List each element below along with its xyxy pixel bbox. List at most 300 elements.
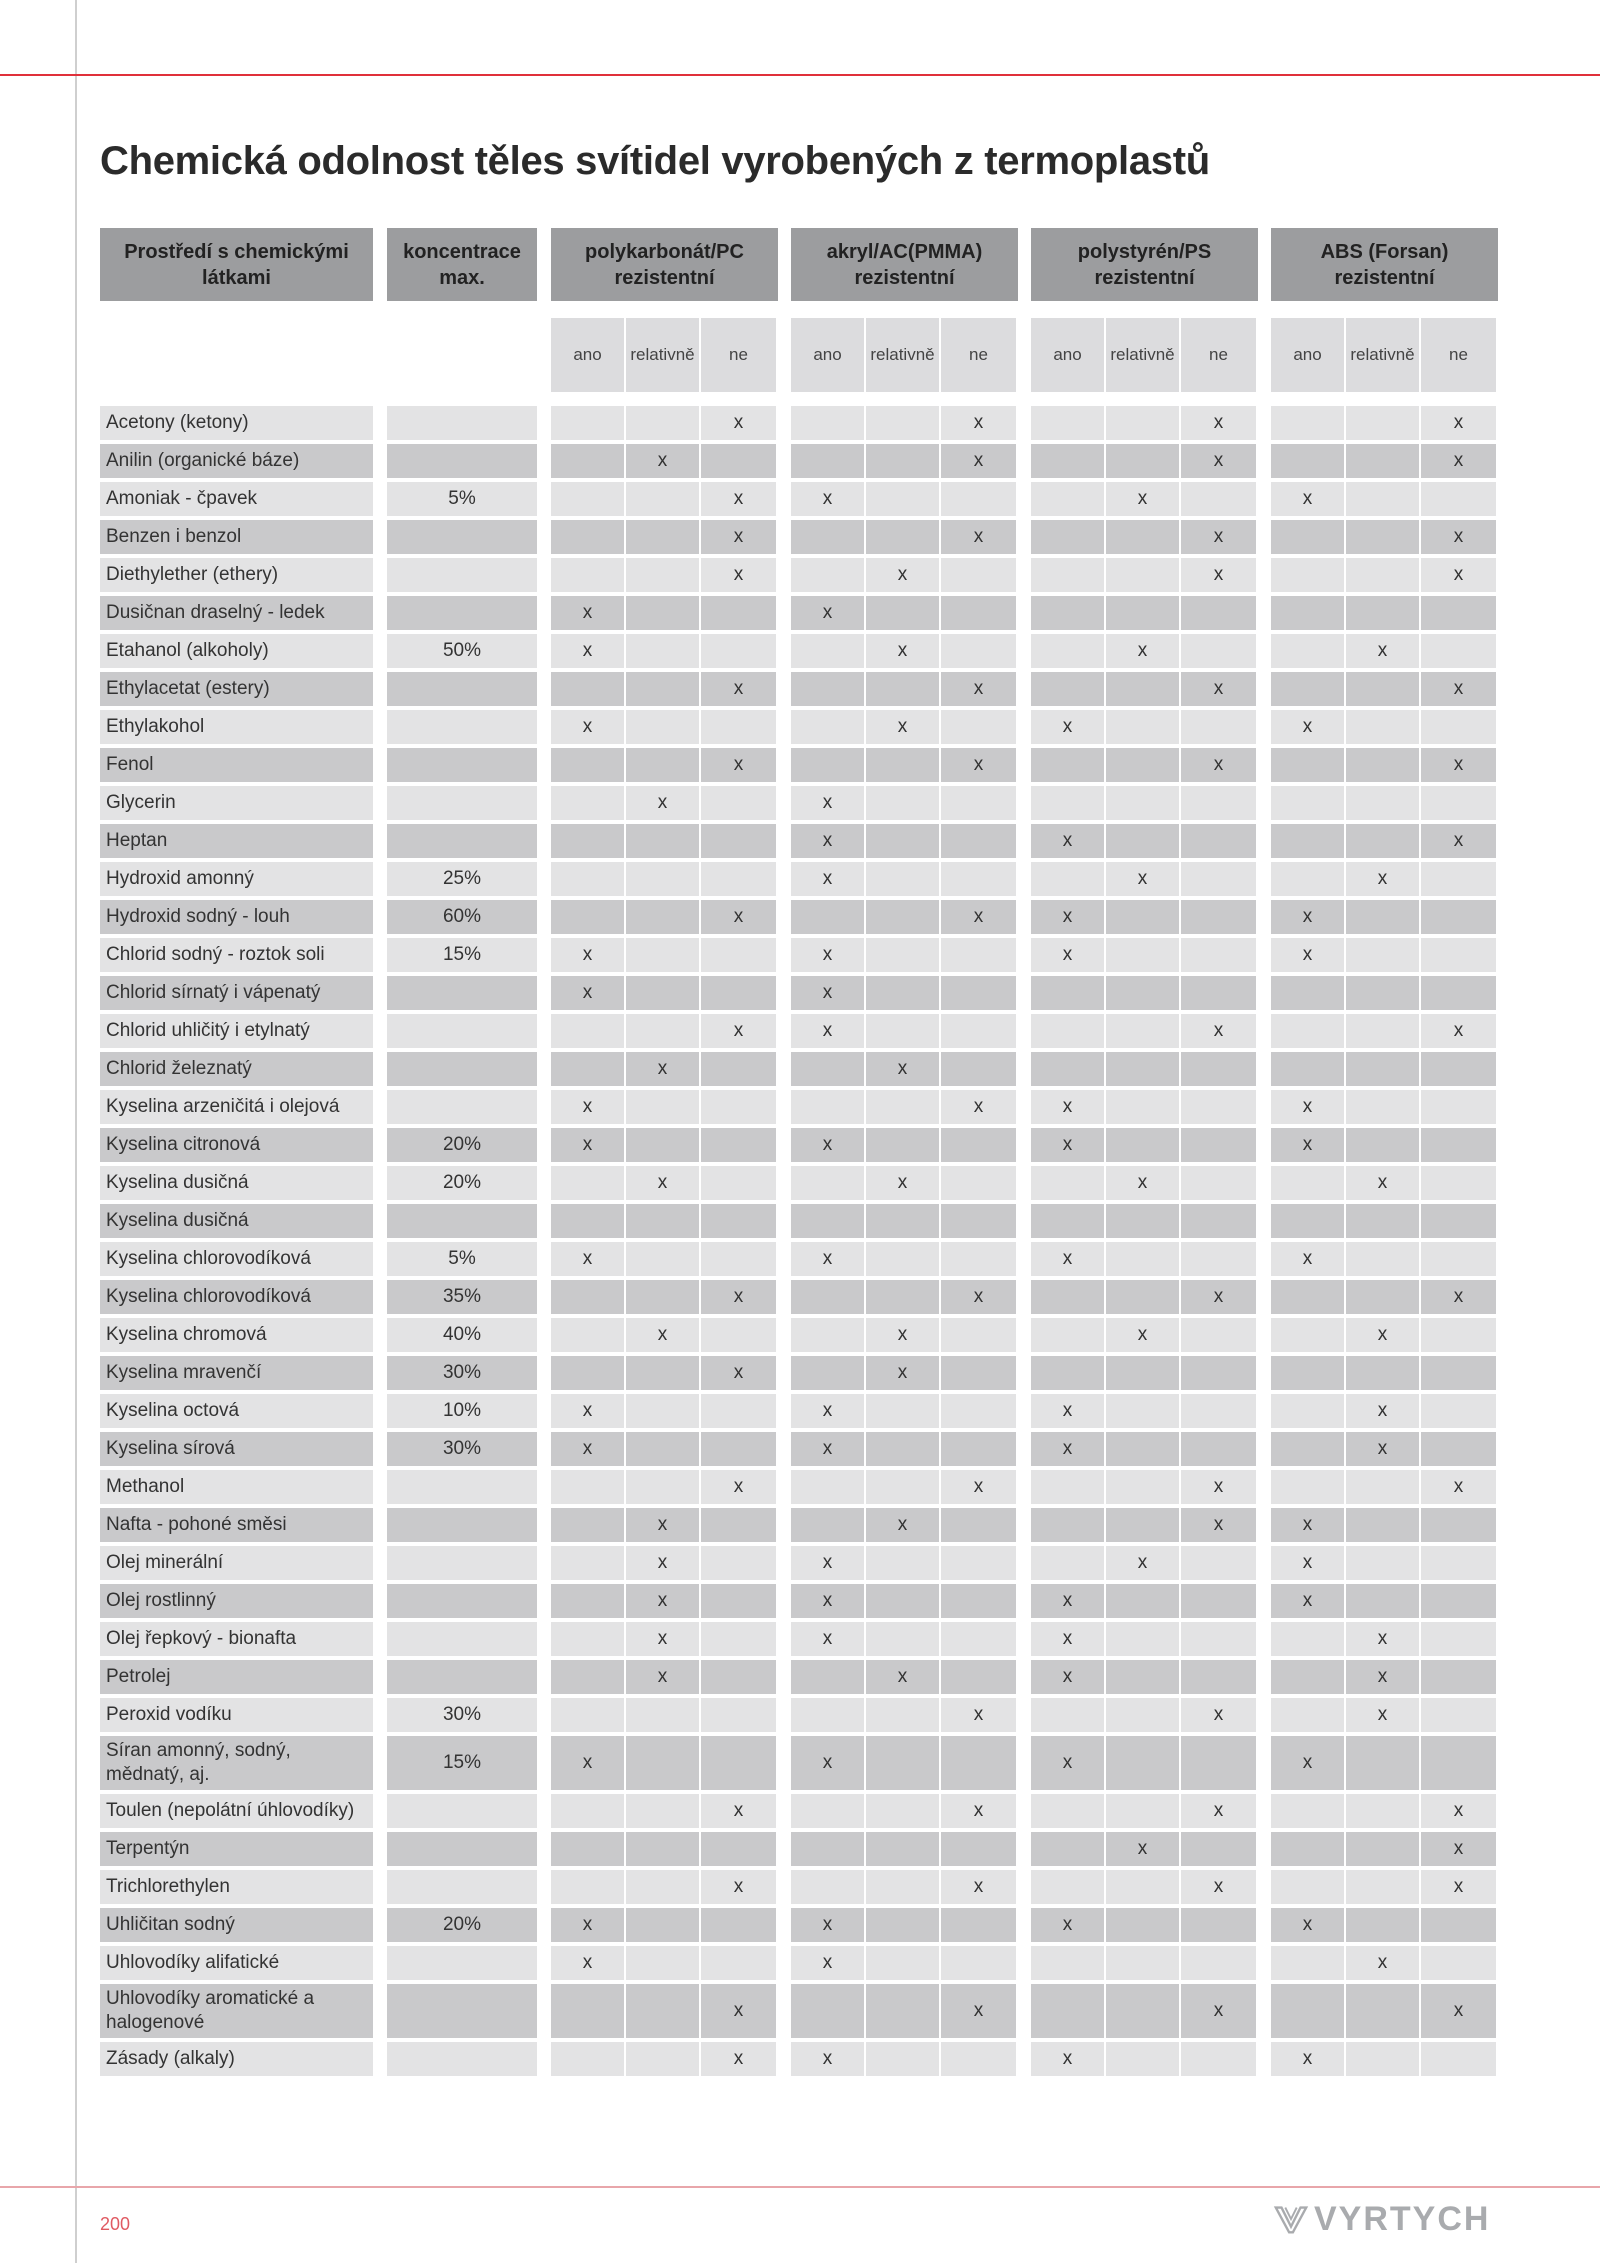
resistance-mark	[1271, 976, 1344, 1010]
substance-name: Uhlovodíky alifatické	[100, 1946, 373, 1980]
substance-name: Trichlorethylen	[100, 1870, 373, 1904]
brand-logo	[1272, 2196, 1502, 2242]
concentration-value	[387, 1014, 537, 1048]
resistance-mark: x	[791, 1546, 864, 1580]
substance-name: Uhlovodíky aromatické a halogenové	[100, 1984, 373, 2038]
resistance-mark	[551, 1280, 624, 1314]
resistance-mark	[1346, 406, 1419, 440]
substance-name: Uhličitan sodný	[100, 1908, 373, 1942]
resistance-mark: x	[551, 1242, 624, 1276]
resistance-mark: x	[791, 482, 864, 516]
resistance-mark: x	[701, 558, 776, 592]
substance-name: Etahanol (alkoholy)	[100, 634, 373, 668]
resistance-mark	[791, 1698, 864, 1732]
resistance-mark	[941, 1166, 1016, 1200]
resistance-mark	[941, 1052, 1016, 1086]
resistance-mark	[1031, 1508, 1104, 1542]
resistance-mark	[1346, 1356, 1419, 1390]
resistance-mark	[941, 710, 1016, 744]
resistance-mark	[1271, 748, 1344, 782]
table-row	[0, 1432, 1600, 1466]
table-row	[0, 1128, 1600, 1162]
resistance-mark	[1346, 1052, 1419, 1086]
resistance-mark	[701, 1832, 776, 1866]
resistance-mark	[1181, 596, 1256, 630]
resistance-mark	[701, 862, 776, 896]
substance-name: Nafta - pohoné směsi	[100, 1508, 373, 1542]
resistance-mark: x	[941, 520, 1016, 554]
resistance-mark: x	[626, 1546, 699, 1580]
resistance-mark	[866, 444, 939, 478]
resistance-mark	[866, 1832, 939, 1866]
resistance-mark	[551, 1584, 624, 1618]
concentration-value: 60%	[387, 900, 537, 934]
resistance-mark: x	[551, 976, 624, 1010]
resistance-mark	[1181, 482, 1256, 516]
resistance-mark	[1271, 1014, 1344, 1048]
resistance-mark: x	[791, 1736, 864, 1790]
resistance-mark	[1421, 1432, 1496, 1466]
resistance-mark	[1106, 1356, 1179, 1390]
substance-name: Hydroxid amonný	[100, 862, 373, 896]
resistance-mark	[1421, 1318, 1496, 1352]
substance-name: Kyselina chromová	[100, 1318, 373, 1352]
resistance-mark	[866, 1870, 939, 1904]
resistance-mark	[1031, 634, 1104, 668]
resistance-mark	[551, 900, 624, 934]
substance-name: Peroxid vodíku	[100, 1698, 373, 1732]
concentration-value	[387, 710, 537, 744]
table-row	[0, 786, 1600, 820]
resistance-mark	[941, 938, 1016, 972]
substance-name: Olej rostlinný	[100, 1584, 373, 1618]
resistance-mark	[791, 406, 864, 440]
resistance-mark	[626, 406, 699, 440]
resistance-mark: x	[1031, 824, 1104, 858]
table-row	[0, 520, 1600, 554]
resistance-mark: x	[1271, 2042, 1344, 2076]
concentration-value	[387, 520, 537, 554]
resistance-mark: x	[1106, 1832, 1179, 1866]
concentration-value	[387, 976, 537, 1010]
resistance-mark: x	[791, 862, 864, 896]
resistance-mark	[1106, 1470, 1179, 1504]
resistance-mark: x	[1346, 1394, 1419, 1428]
resistance-mark	[866, 2042, 939, 2076]
resistance-mark	[866, 1946, 939, 1980]
resistance-mark	[1181, 1052, 1256, 1086]
concentration-value	[387, 1470, 537, 1504]
resistance-mark	[1421, 1204, 1496, 1238]
substance-name: Toulen (nepolátní úhlovodíky)	[100, 1794, 373, 1828]
resistance-mark	[1181, 1432, 1256, 1466]
substance-name: Hydroxid sodný - louh	[100, 900, 373, 934]
resistance-mark: x	[1031, 1090, 1104, 1124]
resistance-mark	[1181, 1166, 1256, 1200]
resistance-mark	[1106, 1622, 1179, 1656]
logo-mark-icon	[1272, 2200, 1310, 2238]
resistance-mark	[1181, 1242, 1256, 1276]
resistance-mark	[941, 1660, 1016, 1694]
resistance-mark	[1271, 1832, 1344, 1866]
resistance-mark: x	[551, 596, 624, 630]
resistance-mark	[1421, 1736, 1496, 1790]
resistance-mark: x	[866, 710, 939, 744]
resistance-mark: x	[941, 1280, 1016, 1314]
resistance-mark	[1181, 1832, 1256, 1866]
resistance-mark	[1421, 862, 1496, 896]
resistance-mark	[1106, 1794, 1179, 1828]
resistance-mark	[551, 786, 624, 820]
resistance-mark: x	[1031, 1128, 1104, 1162]
resistance-mark: x	[791, 1622, 864, 1656]
resistance-mark	[1106, 748, 1179, 782]
resistance-mark: x	[1031, 710, 1104, 744]
resistance-mark	[791, 1470, 864, 1504]
resistance-mark	[1181, 976, 1256, 1010]
substance-name: Amoniak - čpavek	[100, 482, 373, 516]
resistance-mark	[1346, 900, 1419, 934]
resistance-mark	[1106, 976, 1179, 1010]
resistance-mark	[1346, 1204, 1419, 1238]
resistance-mark	[551, 444, 624, 478]
substance-name: Dusičnan draselný - ledek	[100, 596, 373, 630]
resistance-mark: x	[1181, 1698, 1256, 1732]
resistance-mark	[1106, 1014, 1179, 1048]
substance-name: Fenol	[100, 748, 373, 782]
resistance-mark	[866, 1394, 939, 1428]
header-concentration: koncentrace max.	[387, 228, 537, 301]
resistance-mark	[1271, 1318, 1344, 1352]
resistance-mark: x	[1031, 1622, 1104, 1656]
resistance-mark: x	[1421, 1014, 1496, 1048]
resistance-mark: x	[1181, 444, 1256, 478]
resistance-mark	[626, 1090, 699, 1124]
resistance-mark	[701, 1242, 776, 1276]
resistance-mark: x	[551, 1394, 624, 1428]
substance-name: Kyselina chlorovodíková	[100, 1280, 373, 1314]
resistance-mark: x	[1031, 1432, 1104, 1466]
resistance-mark	[551, 1622, 624, 1656]
resistance-mark	[866, 1736, 939, 1790]
resistance-mark	[701, 1698, 776, 1732]
resistance-mark	[866, 1090, 939, 1124]
substance-name: Diethylether (ethery)	[100, 558, 373, 592]
resistance-mark: x	[1031, 1242, 1104, 1276]
resistance-mark	[941, 1508, 1016, 1542]
resistance-mark: x	[941, 1870, 1016, 1904]
resistance-mark	[1181, 710, 1256, 744]
concentration-value: 20%	[387, 1908, 537, 1942]
resistance-mark: x	[701, 1280, 776, 1314]
resistance-mark	[701, 1908, 776, 1942]
resistance-mark	[1346, 1280, 1419, 1314]
resistance-mark	[1421, 634, 1496, 668]
concentration-value	[387, 1584, 537, 1618]
resistance-mark	[626, 1984, 699, 2038]
resistance-mark	[1346, 1508, 1419, 1542]
resistance-mark: x	[701, 900, 776, 934]
resistance-mark: x	[701, 672, 776, 706]
concentration-value: 10%	[387, 1394, 537, 1428]
resistance-mark: x	[941, 748, 1016, 782]
resistance-mark	[1031, 1204, 1104, 1238]
resistance-mark: x	[626, 444, 699, 478]
resistance-mark	[1346, 748, 1419, 782]
resistance-mark	[1271, 1052, 1344, 1086]
resistance-mark	[866, 1794, 939, 1828]
resistance-mark	[1421, 1128, 1496, 1162]
resistance-mark	[1421, 976, 1496, 1010]
substance-name: Síran amonný, sodný, mědnatý, aj.	[100, 1736, 373, 1790]
concentration-value: 35%	[387, 1280, 537, 1314]
resistance-mark	[1346, 558, 1419, 592]
resistance-mark: x	[791, 1946, 864, 1980]
resistance-mark	[941, 862, 1016, 896]
resistance-mark	[1106, 786, 1179, 820]
resistance-mark: x	[626, 786, 699, 820]
resistance-mark	[701, 596, 776, 630]
resistance-mark	[941, 1908, 1016, 1942]
resistance-mark	[551, 1356, 624, 1390]
resistance-mark	[626, 1736, 699, 1790]
header-material-ps: polystyrén/PS rezistentní	[1031, 228, 1258, 301]
table-row	[0, 748, 1600, 782]
resistance-mark	[626, 1014, 699, 1048]
resistance-mark	[791, 1870, 864, 1904]
resistance-mark	[551, 1698, 624, 1732]
resistance-mark	[1031, 1470, 1104, 1504]
resistance-mark	[1031, 1356, 1104, 1390]
resistance-mark	[551, 1660, 624, 1694]
resistance-mark	[866, 1280, 939, 1314]
concentration-value	[387, 786, 537, 820]
table-row	[0, 1090, 1600, 1124]
resistance-mark: x	[1031, 1908, 1104, 1942]
resistance-mark	[551, 558, 624, 592]
resistance-mark	[1346, 1546, 1419, 1580]
resistance-mark	[1181, 786, 1256, 820]
resistance-mark	[1346, 938, 1419, 972]
resistance-mark	[1031, 786, 1104, 820]
resistance-mark	[1031, 976, 1104, 1010]
resistance-mark	[941, 634, 1016, 668]
resistance-mark	[1106, 824, 1179, 858]
resistance-mark	[1181, 1736, 1256, 1790]
resistance-mark: x	[1271, 1242, 1344, 1276]
concentration-value: 5%	[387, 1242, 537, 1276]
resistance-mark	[1271, 862, 1344, 896]
resistance-mark: x	[791, 2042, 864, 2076]
resistance-mark: x	[701, 748, 776, 782]
table-row	[0, 558, 1600, 592]
resistance-mark	[1421, 1394, 1496, 1428]
resistance-mark	[791, 1280, 864, 1314]
resistance-mark	[1106, 596, 1179, 630]
resistance-mark	[1421, 482, 1496, 516]
resistance-mark: x	[1031, 1394, 1104, 1428]
resistance-mark	[1106, 520, 1179, 554]
resistance-mark	[1181, 938, 1256, 972]
resistance-mark	[1271, 444, 1344, 478]
resistance-mark	[1421, 1356, 1496, 1390]
resistance-mark	[551, 482, 624, 516]
resistance-mark: x	[1271, 1546, 1344, 1580]
table-row	[0, 976, 1600, 1010]
resistance-mark	[791, 558, 864, 592]
substance-name: Kyselina citronová	[100, 1128, 373, 1162]
resistance-mark	[626, 1946, 699, 1980]
concentration-value	[387, 1622, 537, 1656]
resistance-mark	[866, 482, 939, 516]
substance-name: Kyselina octová	[100, 1394, 373, 1428]
resistance-mark	[701, 1166, 776, 1200]
resistance-mark	[701, 1660, 776, 1694]
table-row	[0, 1014, 1600, 1048]
resistance-mark	[1421, 1546, 1496, 1580]
resistance-mark: x	[791, 1432, 864, 1466]
table-row	[0, 1698, 1600, 1732]
resistance-mark	[1181, 1128, 1256, 1162]
resistance-mark	[866, 1698, 939, 1732]
substance-name: Anilin (organické báze)	[100, 444, 373, 478]
resistance-mark	[1271, 406, 1344, 440]
resistance-mark: x	[1031, 1660, 1104, 1694]
resistance-mark	[791, 1660, 864, 1694]
resistance-mark	[551, 1508, 624, 1542]
resistance-mark	[626, 2042, 699, 2076]
substance-name: Chlorid železnatý	[100, 1052, 373, 1086]
concentration-value: 25%	[387, 862, 537, 896]
concentration-value	[387, 1090, 537, 1124]
resistance-mark	[1421, 1584, 1496, 1618]
resistance-mark	[1271, 1870, 1344, 1904]
resistance-mark	[626, 1394, 699, 1428]
resistance-mark: x	[1421, 1870, 1496, 1904]
resistance-mark	[941, 1394, 1016, 1428]
resistance-mark	[626, 1794, 699, 1828]
resistance-mark	[1106, 938, 1179, 972]
substance-name: Chlorid sírnatý i vápenatý	[100, 976, 373, 1010]
resistance-mark	[791, 1984, 864, 2038]
table-row	[0, 1984, 1600, 2038]
resistance-mark	[1181, 1660, 1256, 1694]
resistance-mark: x	[1421, 444, 1496, 478]
concentration-value	[387, 1984, 537, 2038]
table-row	[0, 444, 1600, 478]
resistance-mark	[626, 1242, 699, 1276]
resistance-mark	[626, 1470, 699, 1504]
resistance-mark	[551, 824, 624, 858]
resistance-mark	[1421, 1052, 1496, 1086]
resistance-mark	[626, 1356, 699, 1390]
table-row	[0, 1280, 1600, 1314]
resistance-mark	[791, 1794, 864, 1828]
resistance-mark	[1031, 862, 1104, 896]
logo-text: VYRTYCH	[1314, 2199, 1491, 2238]
resistance-mark	[1421, 1660, 1496, 1694]
table-row	[0, 938, 1600, 972]
resistance-mark: x	[1421, 1832, 1496, 1866]
resistance-mark: x	[626, 1166, 699, 1200]
resistance-mark	[941, 2042, 1016, 2076]
resistance-mark: x	[866, 1318, 939, 1352]
subheader-relativne: relativně	[1106, 318, 1179, 392]
resistance-mark	[701, 1090, 776, 1124]
resistance-mark: x	[1181, 1984, 1256, 2038]
resistance-mark	[701, 1204, 776, 1238]
resistance-mark	[1421, 2042, 1496, 2076]
table-row	[0, 1242, 1600, 1276]
resistance-mark: x	[1181, 1470, 1256, 1504]
resistance-mark	[1271, 1432, 1344, 1466]
resistance-mark	[1271, 1356, 1344, 1390]
resistance-mark: x	[626, 1052, 699, 1086]
resistance-mark	[1271, 1204, 1344, 1238]
resistance-mark	[701, 1128, 776, 1162]
resistance-mark	[551, 406, 624, 440]
resistance-mark	[1181, 900, 1256, 934]
resistance-mark	[701, 1432, 776, 1466]
resistance-mark	[1346, 1794, 1419, 1828]
resistance-mark	[701, 976, 776, 1010]
resistance-mark	[1346, 520, 1419, 554]
resistance-mark	[791, 444, 864, 478]
resistance-mark	[866, 1584, 939, 1618]
resistance-mark	[1421, 1908, 1496, 1942]
page-number: 200	[100, 2214, 131, 2234]
resistance-mark: x	[866, 558, 939, 592]
resistance-mark	[701, 1394, 776, 1428]
resistance-mark	[701, 1546, 776, 1580]
table-row	[0, 1622, 1600, 1656]
subheader-relativne: relativně	[1346, 318, 1419, 392]
resistance-mark	[866, 1984, 939, 2038]
resistance-mark	[1031, 672, 1104, 706]
resistance-mark	[1421, 1508, 1496, 1542]
resistance-mark	[701, 938, 776, 972]
resistance-mark: x	[1031, 938, 1104, 972]
resistance-mark: x	[791, 1242, 864, 1276]
resistance-mark: x	[551, 1128, 624, 1162]
resistance-mark: x	[701, 1794, 776, 1828]
resistance-mark: x	[551, 634, 624, 668]
table-row	[0, 1946, 1600, 1980]
resistance-mark	[626, 672, 699, 706]
resistance-mark	[1106, 672, 1179, 706]
resistance-mark	[1346, 1832, 1419, 1866]
resistance-mark	[626, 1204, 699, 1238]
resistance-mark	[1271, 1794, 1344, 1828]
resistance-mark	[941, 1546, 1016, 1580]
resistance-mark	[1031, 558, 1104, 592]
resistance-mark: x	[701, 1470, 776, 1504]
resistance-mark	[791, 1052, 864, 1086]
table-row	[0, 1908, 1600, 1942]
table-row	[0, 900, 1600, 934]
resistance-mark	[791, 1508, 864, 1542]
resistance-mark	[941, 1014, 1016, 1048]
substance-name: Kyselina mravenčí	[100, 1356, 373, 1390]
resistance-mark	[941, 1946, 1016, 1980]
concentration-value: 15%	[387, 1736, 537, 1790]
resistance-mark	[1346, 1242, 1419, 1276]
substance-name: Heptan	[100, 824, 373, 858]
resistance-mark	[941, 786, 1016, 820]
resistance-mark	[1031, 748, 1104, 782]
concentration-value	[387, 1794, 537, 1828]
concentration-value	[387, 1660, 537, 1694]
